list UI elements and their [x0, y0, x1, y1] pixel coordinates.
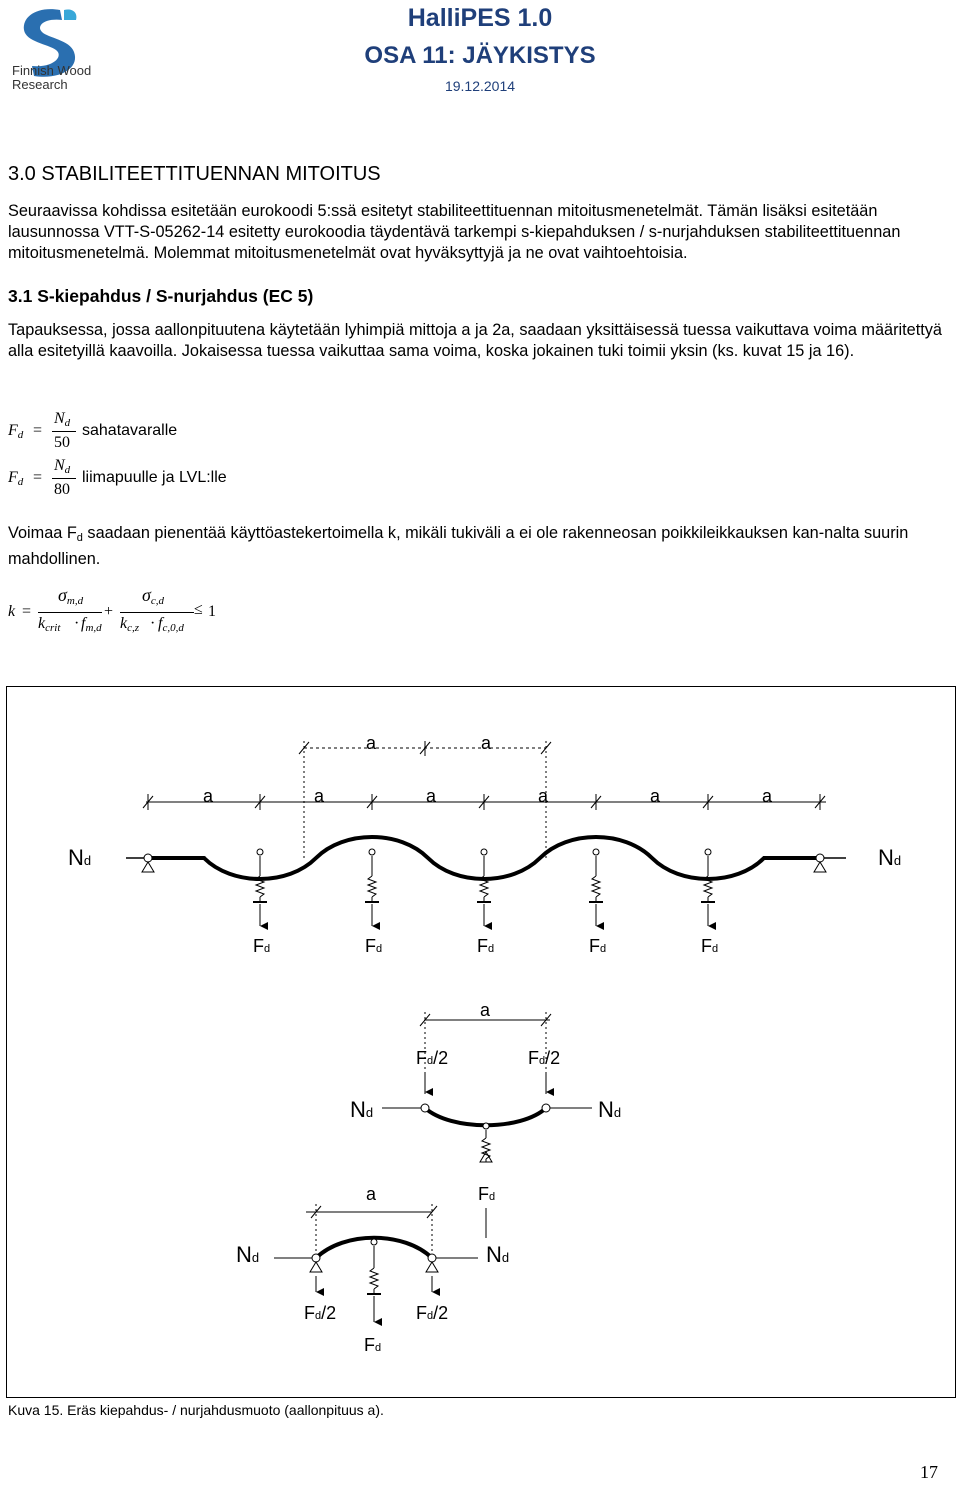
spring-support [480, 1123, 492, 1162]
label-fd: Fd [589, 936, 607, 956]
label-fd: Fd [701, 936, 719, 956]
label-a: a [762, 786, 773, 806]
dot-operator: · [150, 615, 156, 632]
formula1-numerator: $N_d$ [54, 410, 71, 429]
intro-paragraph: Seuraavissa kohdissa esitetään eurokoodi 5:ssä esitetyt stabiliteettituennan mitoitusmenetelmät. Tämän lisäksi esitetään lausunnossa VTT-S-05262-14 esitetty eurokoodia täydentävä tarkempi s-kiepahduksen / s-nurjahduksen stabiliteettituennan mitoitusmenetelmä. Molemmat mitoitusmenetelmät ovat hyväksyttyjä ja ne ovat vaihtoehtoisia. [8, 202, 901, 262]
label-fd-half: Fd/2 [528, 1048, 561, 1068]
label-fd: Fd [364, 1335, 382, 1355]
label-fd: Fd [253, 936, 271, 956]
formula2-lhs: $F_d$ [8, 469, 24, 488]
label-fd: Fd [478, 1184, 496, 1204]
label-a: a [481, 733, 492, 753]
label-a: a [426, 786, 437, 806]
label-nd-right: Nd [598, 1097, 622, 1122]
buckling-mode-figure [6, 686, 956, 1398]
formula1-note: sahatavaralle [82, 422, 178, 439]
equals-sign: = [33, 422, 43, 439]
section-heading: 3.0 STABILITEETTITUENNAN MITOITUS [8, 163, 381, 185]
k-crit: $k_{crit}$ [38, 615, 61, 634]
label-nd-left: Nd [350, 1097, 374, 1122]
equals-sign: = [22, 603, 32, 620]
label-a: a [538, 786, 549, 806]
subsection-paragraph: Tapauksessa, jossa aallonpituutena käytetään lyhimpiä mittoja a ja 2a, saadaan yksittäisessä tuessa vaikuttava voima määritettyä alla esitetyillä kaavoilla. Jokaisessa tuessa vaikuttaa sama voima, koska jokainen tuki toimii yksin (ks. kuvat 15 ja 16). [8, 321, 942, 360]
logo-line-1: Finnish Wood [12, 63, 92, 78]
formula1-denominator: 50 [54, 434, 70, 451]
label-nd-left: Nd [68, 845, 92, 870]
equals-sign: = [33, 469, 43, 486]
formula-utilization-k [8, 585, 248, 645]
plus-sign: + [104, 603, 114, 620]
fraction-bar [52, 478, 76, 479]
less-equal-sign: ≤ [194, 601, 203, 618]
f-m: $f_{m,d}$ [81, 615, 102, 634]
fraction-bar [38, 612, 102, 613]
diagram-3 [274, 1204, 486, 1322]
logo-wordmark [12, 64, 91, 92]
formula-fd-glulam [8, 457, 328, 503]
label-a: a [650, 786, 661, 806]
sigma-c: $\sigma_{c,d}$ [142, 585, 165, 607]
subsection-heading: 3.1 S-kiepahdus / S-nurjahdus (EC 5) [8, 286, 314, 306]
logo-line-2: Research [12, 77, 68, 92]
label-a: a [366, 1184, 377, 1204]
sigma-m: $\sigma_{m,d}$ [58, 585, 84, 607]
label-nd-right: Nd [878, 845, 902, 870]
document-title: HalliPES 1.0 [407, 4, 553, 32]
label-fd: Fd [365, 936, 383, 956]
formula2-denominator: 80 [54, 481, 70, 498]
formula3-k: k [8, 603, 16, 620]
label-a: a [314, 786, 325, 806]
f-c: $f_{c,0,d}$ [158, 615, 184, 634]
fraction-bar [52, 431, 76, 432]
dot-operator: · [74, 615, 80, 632]
document-subtitle: OSA 11: JÄYKISTYS [364, 42, 596, 69]
figure-caption: Kuva 15. Eräs kiepahdus- / nurjahdusmuoto (aallonpituus a). [8, 1402, 384, 1418]
label-fd-half: Fd/2 [304, 1303, 337, 1323]
label-fd-half: Fd/2 [416, 1303, 449, 1323]
spring-supports [253, 849, 715, 926]
label-nd-right: Nd [486, 1242, 510, 1267]
formula3-rhs: 1 [208, 603, 216, 620]
label-a: a [480, 1000, 491, 1020]
spring-support [367, 1239, 381, 1322]
formula-fd-sawn [8, 410, 328, 456]
formula1-lhs: $F_d$ [8, 422, 24, 441]
formula2-numerator: $N_d$ [54, 457, 71, 476]
k-cz: $k_{c,z}$ [120, 615, 140, 634]
label-nd-left: Nd [236, 1242, 260, 1267]
label-a: a [366, 733, 377, 753]
page-number: 17 [920, 1462, 938, 1482]
hinge [144, 854, 152, 862]
diagram-1 [126, 741, 846, 926]
label-fd: Fd [477, 936, 495, 956]
label-fd-half: Fd/2 [416, 1048, 449, 1068]
hinge [816, 854, 824, 862]
reduction-paragraph: Voimaa $F_d$ saadaan pienentää käyttöastekertoimella k, mikäli tukiväli a ei ole rakenneosan poikkileikkauksen kan-nalta suurin mahdollinen. [8, 524, 909, 568]
fraction-bar [120, 612, 194, 613]
formula2-note: liimapuulle ja LVL:lle [82, 469, 227, 486]
label-a: a [203, 786, 214, 806]
support-triangle [142, 862, 154, 872]
support-triangle [814, 862, 826, 872]
document-date: 19.12.2014 [444, 78, 516, 94]
diagram-2 [382, 1012, 592, 1162]
